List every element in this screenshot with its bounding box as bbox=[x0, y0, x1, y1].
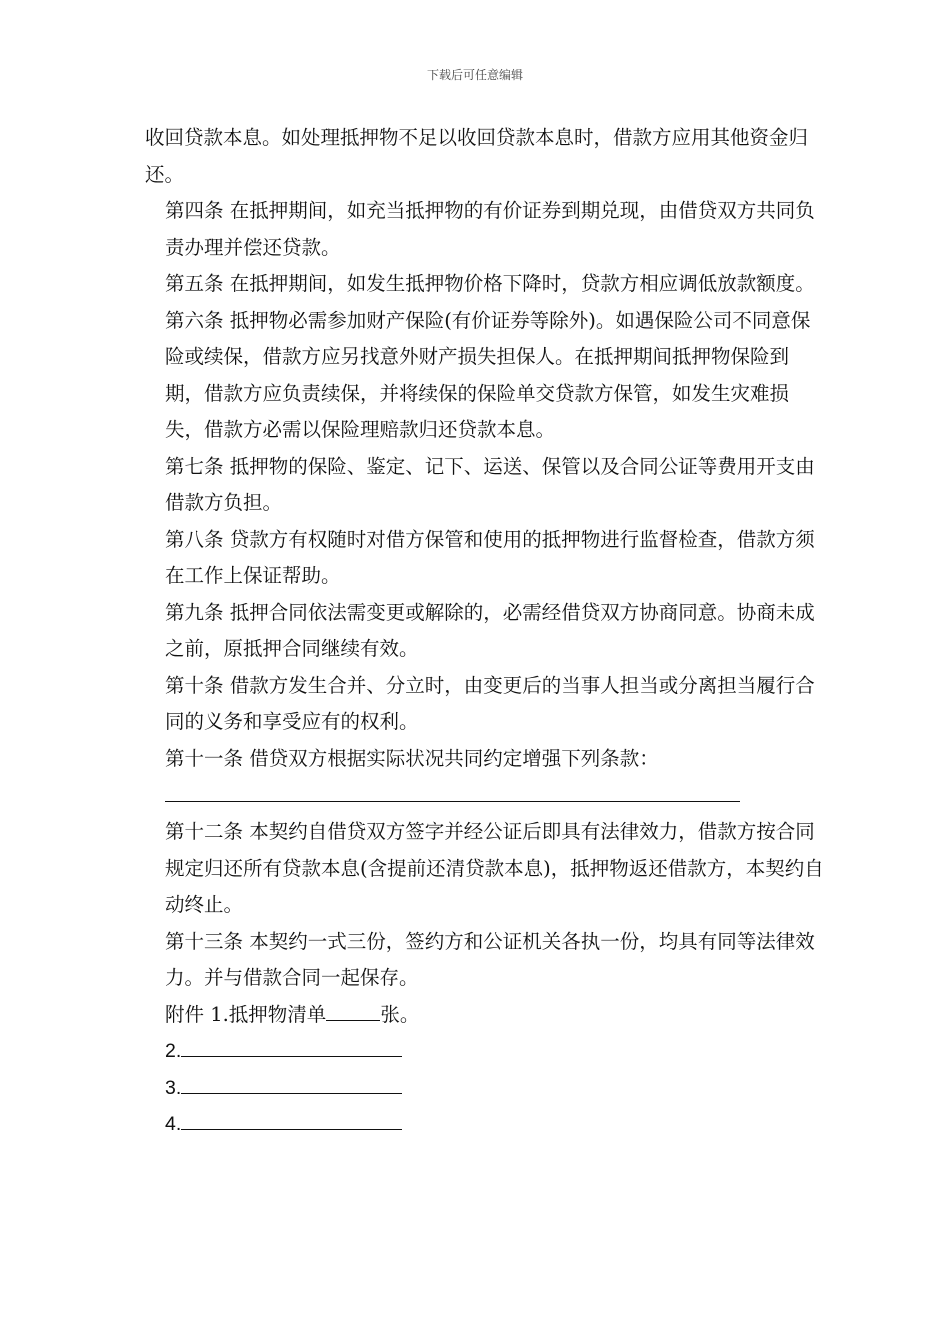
article-11: 第十一条 借贷双方根据实际状况共同约定增强下列条款： bbox=[165, 746, 659, 770]
article-6: 第六条 抵押物必需参加财产保险(有价证券等除外)。如遇保险公司不同意保险或续保，借款方应另找意外财产损失担保人。在抵押期间抵押物保险到期，借款方应负责续保，并将续保的保险单交贷款方保管，如发生灾难损失，借款方必需以保险理赔款归还贷款本息。 bbox=[165, 308, 811, 441]
attachment-line bbox=[145, 997, 825, 1034]
article-5: 第五条 在抵押期间，如发生抵押物价格下降时，贷款方相应调低放款额度。 bbox=[165, 272, 815, 295]
article-8: 第八条 贷款方有权随时对借方保管和使用的抵押物进行监督检查，借款方须在工作上保证帮助。 bbox=[165, 527, 815, 587]
attachment-item-blank bbox=[181, 1071, 402, 1094]
page-header: 下载后可任意编辑 bbox=[426, 68, 523, 82]
article-9: 第九条 抵押合同依法需变更或解除的，必需经借贷双方协商同意。协商未成之前，原抵押合同继续有效。 bbox=[165, 600, 815, 660]
article-10: 第十条 借款方发生合并、分立时，由变更后的当事人担当或分离担当履行合同的义务和享受应有的权利。 bbox=[165, 673, 815, 733]
attachment-count-blank bbox=[326, 998, 380, 1021]
article-12: 第十二条 本契约自借贷双方签字并经公证后即具有法律效力，借款方按合同规定归还所有贷款本息(含提前还清贷款本息)，抵押物返还借款方，本契约自动终止。 bbox=[165, 820, 824, 916]
attachment-item-blank bbox=[181, 1034, 402, 1057]
attachment-item-blank bbox=[181, 1107, 402, 1130]
document-body bbox=[145, 120, 825, 1143]
article-4: 第四条 在抵押期间，如充当抵押物的有价证券到期兑现，由借贷双方共同负责办理并偿还贷款。 bbox=[165, 199, 815, 259]
attachment-item-number: 2. bbox=[165, 1040, 182, 1062]
paragraph-continuation: 收回贷款本息。如处理抵押物不足以收回贷款本息时，借款方应用其他资金归还。 bbox=[145, 126, 809, 186]
attachment-item-3 bbox=[145, 1070, 825, 1107]
fill-in-line bbox=[165, 777, 740, 802]
attachment-suffix: 张。 bbox=[380, 1002, 420, 1026]
attachment-item-number: 3. bbox=[165, 1076, 182, 1099]
article-7: 第七条 抵押物的保险、鉴定、记下、运送、保管以及合同公证等费用开支由借款方负担。 bbox=[165, 454, 815, 514]
attachment-item-2 bbox=[145, 1033, 825, 1070]
attachment-prefix: 附件 1.抵押物清单 bbox=[165, 1002, 327, 1026]
attachment-item-number: 4. bbox=[165, 1113, 182, 1135]
article-13: 第十三条 本契约一式三份，签约方和公证机关各执一份，均具有同等法律效力。并与借款合同一起保存。 bbox=[165, 929, 815, 989]
attachment-item-4 bbox=[145, 1106, 825, 1143]
